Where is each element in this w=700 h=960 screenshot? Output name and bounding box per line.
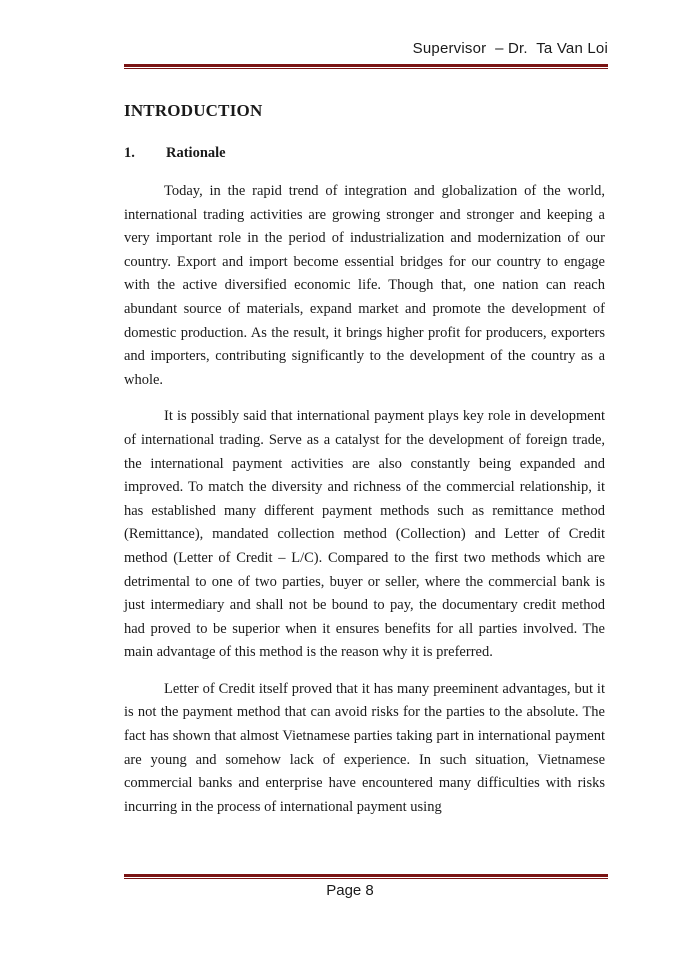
running-header: Supervisor – Dr. Ta Van Loi	[412, 40, 608, 57]
section-number: 1.	[124, 145, 135, 161]
footer-rule	[124, 874, 608, 879]
section-title-text: Rationale	[166, 145, 226, 161]
paragraph: It is possibly said that international payment plays key role in development of international trading. Serve as a catalyst for the development of foreign trade, the international payment activities are also constantly being expanded and improved. To match the diversity and richness of the commercial relationship, it has established many different payment methods such as remittance method (Remittance), mandated collection method (Collection) and Letter of Credit method (Letter of Credit – L/C). Compared to the first two methods which are detrimental to one of two parties, buyer or seller, where the commercial bank is just intermediary and shall not be bound to pay, the documentary credit method had proved to be superior when it ensures benefits for all parties involved. The main advantage of this method is the reason why it is preferred.	[124, 408, 605, 661]
paragraph: Today, in the rapid trend of integration and globalization of the world, international trading activities are growing stronger and stronger and keeping a very important role in the period of industrialization and modernization of our country. Export and import become essential bridges for our country to engage with the active diversified economic life. Though that, one nation can reach abundant source of materials, expand market and promote the development of domestic production. As the result, it brings higher profit for producers, exporters and importers, contributing significantly to the development of the country as a whole.	[124, 183, 605, 388]
page-number: Page 8	[326, 882, 374, 899]
paragraph: Letter of Credit itself proved that it has many preeminent advantages, but it is not the payment method that can avoid risks for the parties to the absolute. The fact has shown that almost Vietnamese parties taking part in international payment are young and somehow lack of experience. In such situation, Vietnamese commercial banks and enterprise have encountered many difficulties with risks incurring in the process of international payment using	[124, 680, 605, 815]
section-title	[124, 145, 226, 162]
header-rule	[124, 64, 608, 69]
page-heading: INTRODUCTION	[124, 101, 263, 120]
body-text	[124, 180, 605, 832]
